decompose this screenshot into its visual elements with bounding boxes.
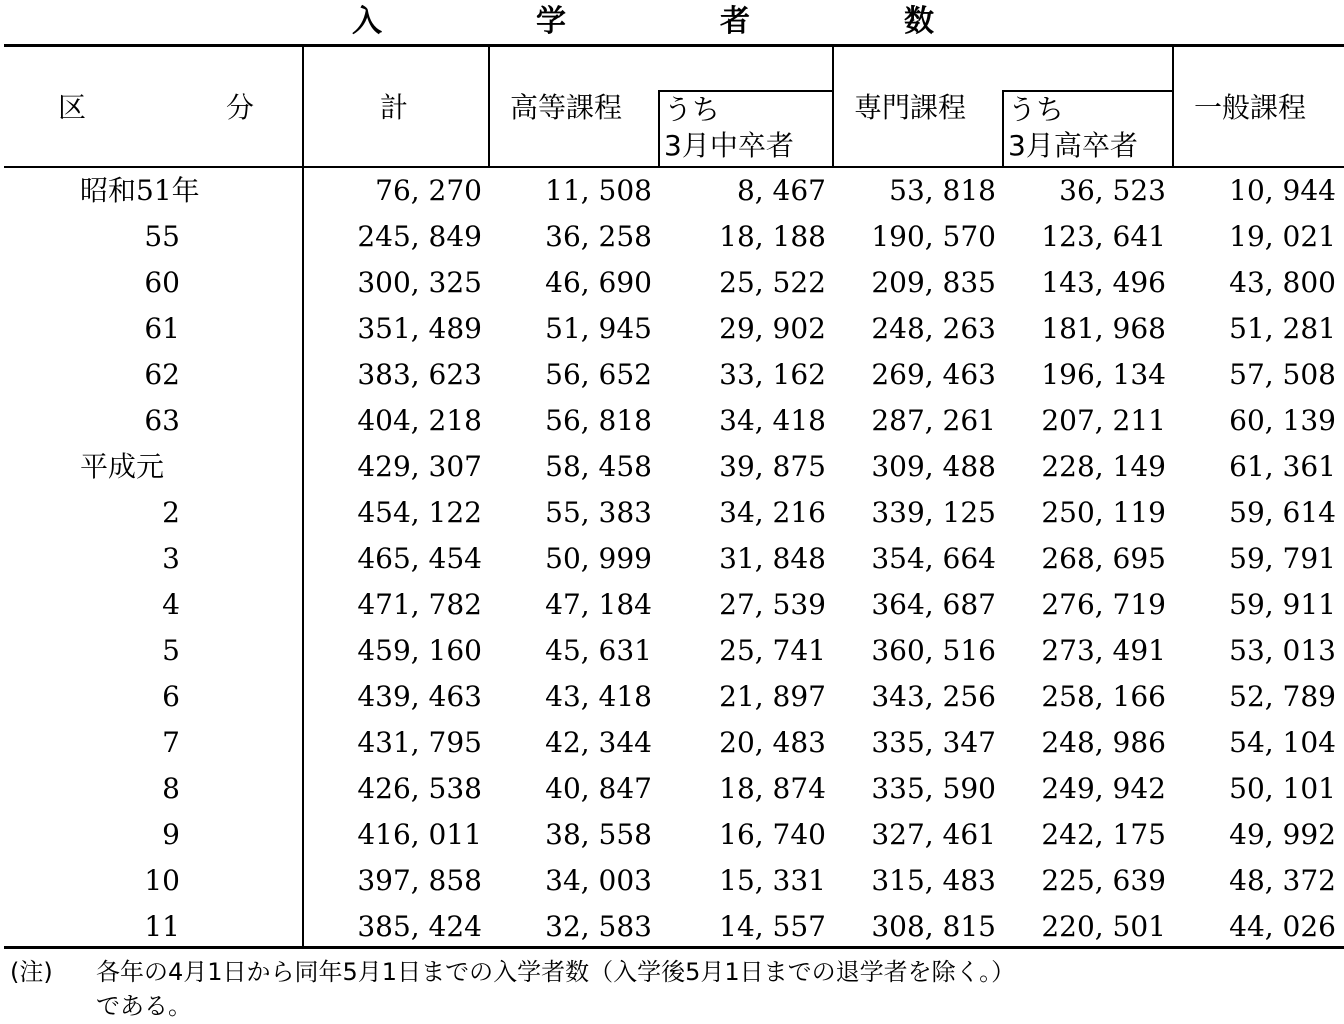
cell-year: 昭和51年 bbox=[80, 174, 200, 207]
cell-high-school: 45, 631 bbox=[545, 634, 652, 667]
cell-year: 9 bbox=[162, 818, 180, 851]
table-row bbox=[0, 904, 1344, 950]
table-row bbox=[0, 628, 1344, 674]
cell-total: 426, 538 bbox=[357, 772, 482, 805]
cell-high-school: 46, 690 bbox=[545, 266, 652, 299]
table-row bbox=[0, 260, 1344, 306]
table-row bbox=[0, 766, 1344, 812]
cell-general: 50, 101 bbox=[1229, 772, 1336, 805]
table-row bbox=[0, 858, 1344, 904]
cell-spec-hs-grad: 228, 149 bbox=[1041, 450, 1166, 483]
cell-specialized: 327, 461 bbox=[871, 818, 996, 851]
cell-general: 53, 013 bbox=[1229, 634, 1336, 667]
cell-spec-hs-grad: 273, 491 bbox=[1041, 634, 1166, 667]
cell-general: 10, 944 bbox=[1229, 174, 1336, 207]
cell-general: 52, 789 bbox=[1229, 680, 1336, 713]
cell-year: 6 bbox=[162, 680, 180, 713]
cell-specialized: 309, 488 bbox=[871, 450, 996, 483]
cell-high-school: 42, 344 bbox=[545, 726, 652, 759]
table-row bbox=[0, 168, 1344, 214]
cell-general: 48, 372 bbox=[1229, 864, 1336, 897]
divider-spec bbox=[1172, 44, 1174, 168]
cell-total: 454, 122 bbox=[357, 496, 482, 529]
table-body bbox=[0, 168, 1344, 950]
cell-high-jh-grad: 25, 741 bbox=[719, 634, 826, 667]
cell-specialized: 339, 125 bbox=[871, 496, 996, 529]
spec-sub-box-left bbox=[1002, 90, 1004, 168]
header-category: 区 分 bbox=[58, 91, 255, 124]
cell-high-jh-grad: 27, 539 bbox=[719, 588, 826, 621]
cell-spec-hs-grad: 143, 496 bbox=[1041, 266, 1166, 299]
cell-year: 7 bbox=[162, 726, 180, 759]
cell-general: 57, 508 bbox=[1229, 358, 1336, 391]
cell-total: 300, 325 bbox=[357, 266, 482, 299]
cell-high-jh-grad: 39, 875 bbox=[719, 450, 826, 483]
table-row bbox=[0, 398, 1344, 444]
cell-high-jh-grad: 18, 188 bbox=[719, 220, 826, 253]
cell-specialized: 248, 263 bbox=[871, 312, 996, 345]
cell-total: 465, 454 bbox=[357, 542, 482, 575]
cell-specialized: 209, 835 bbox=[871, 266, 996, 299]
cell-high-school: 36, 258 bbox=[545, 220, 652, 253]
cell-spec-hs-grad: 220, 501 bbox=[1041, 910, 1166, 943]
cell-total: 471, 782 bbox=[357, 588, 482, 621]
table-row bbox=[0, 306, 1344, 352]
cell-specialized: 335, 347 bbox=[871, 726, 996, 759]
cell-specialized: 315, 483 bbox=[871, 864, 996, 897]
cell-specialized: 269, 463 bbox=[871, 358, 996, 391]
cell-specialized: 287, 261 bbox=[871, 404, 996, 437]
cell-year: 61 bbox=[144, 312, 180, 345]
footnote-line1: 各年の4月1日から同年5月1日までの入学者数（入学後5月1日までの退学者を除く。） bbox=[96, 958, 1016, 986]
cell-specialized: 360, 516 bbox=[871, 634, 996, 667]
cell-high-school: 32, 583 bbox=[545, 910, 652, 943]
cell-total: 245, 849 bbox=[357, 220, 482, 253]
cell-spec-hs-grad: 36, 523 bbox=[1059, 174, 1166, 207]
cell-year: 5 bbox=[162, 634, 180, 667]
cell-specialized: 190, 570 bbox=[871, 220, 996, 253]
cell-general: 54, 104 bbox=[1229, 726, 1336, 759]
header-specialized: 専門課程 bbox=[854, 91, 967, 124]
table-row bbox=[0, 582, 1344, 628]
cell-high-school: 51, 945 bbox=[545, 312, 652, 345]
cell-total: 385, 424 bbox=[357, 910, 482, 943]
cell-specialized: 53, 818 bbox=[889, 174, 996, 207]
cell-high-school: 11, 508 bbox=[545, 174, 652, 207]
cell-spec-hs-grad: 207, 211 bbox=[1041, 404, 1166, 437]
cell-year: 10 bbox=[144, 864, 180, 897]
cell-year: 3 bbox=[162, 542, 180, 575]
cell-total: 397, 858 bbox=[357, 864, 482, 897]
cell-high-school: 56, 652 bbox=[545, 358, 652, 391]
cell-total: 416, 011 bbox=[357, 818, 482, 851]
cell-spec-hs-grad: 249, 942 bbox=[1041, 772, 1166, 805]
cell-specialized: 364, 687 bbox=[871, 588, 996, 621]
header-general: 一般課程 bbox=[1194, 91, 1307, 124]
cell-spec-hs-grad: 225, 639 bbox=[1041, 864, 1166, 897]
top-rule bbox=[4, 44, 1344, 47]
cell-general: 59, 614 bbox=[1229, 496, 1336, 529]
cell-high-jh-grad: 14, 557 bbox=[719, 910, 826, 943]
cell-year: 62 bbox=[144, 358, 180, 391]
table-row bbox=[0, 720, 1344, 766]
cell-high-jh-grad: 25, 522 bbox=[719, 266, 826, 299]
cell-total: 351, 489 bbox=[357, 312, 482, 345]
cell-spec-hs-grad: 242, 175 bbox=[1041, 818, 1166, 851]
header-high-sub-line2: 3月中卒者 bbox=[664, 129, 794, 162]
cell-high-jh-grad: 16, 740 bbox=[719, 818, 826, 851]
cell-high-jh-grad: 18, 874 bbox=[719, 772, 826, 805]
cell-high-jh-grad: 29, 902 bbox=[719, 312, 826, 345]
table-row bbox=[0, 214, 1344, 260]
cell-high-school: 58, 458 bbox=[545, 450, 652, 483]
high-sub-box-left bbox=[658, 90, 660, 168]
cell-spec-hs-grad: 248, 986 bbox=[1041, 726, 1166, 759]
cell-specialized: 335, 590 bbox=[871, 772, 996, 805]
cell-general: 59, 911 bbox=[1229, 588, 1336, 621]
cell-high-school: 50, 999 bbox=[545, 542, 652, 575]
cell-high-school: 34, 003 bbox=[545, 864, 652, 897]
cell-general: 19, 021 bbox=[1229, 220, 1336, 253]
cell-general: 44, 026 bbox=[1229, 910, 1336, 943]
cell-year: 平成元 bbox=[80, 450, 165, 483]
divider-total bbox=[488, 44, 490, 168]
cell-specialized: 354, 664 bbox=[871, 542, 996, 575]
footnote-line2: である。 bbox=[96, 992, 192, 1020]
cell-general: 61, 361 bbox=[1229, 450, 1336, 483]
cell-high-jh-grad: 34, 216 bbox=[719, 496, 826, 529]
cell-general: 43, 800 bbox=[1229, 266, 1336, 299]
header-spec-sub-line1: うち bbox=[1008, 93, 1065, 126]
header-spec-sub-line2: 3月高卒者 bbox=[1008, 129, 1138, 162]
header-high-school: 高等課程 bbox=[510, 91, 623, 124]
cell-general: 51, 281 bbox=[1229, 312, 1336, 345]
cell-total: 459, 160 bbox=[357, 634, 482, 667]
cell-general: 59, 791 bbox=[1229, 542, 1336, 575]
cell-spec-hs-grad: 196, 134 bbox=[1041, 358, 1166, 391]
cell-spec-hs-grad: 181, 968 bbox=[1041, 312, 1166, 345]
cell-high-jh-grad: 31, 848 bbox=[719, 542, 826, 575]
cell-high-school: 55, 383 bbox=[545, 496, 652, 529]
table-row bbox=[0, 352, 1344, 398]
cell-general: 60, 139 bbox=[1229, 404, 1336, 437]
divider-high bbox=[832, 44, 834, 168]
cell-total: 439, 463 bbox=[357, 680, 482, 713]
cell-spec-hs-grad: 276, 719 bbox=[1041, 588, 1166, 621]
table-row bbox=[0, 812, 1344, 858]
table-row bbox=[0, 490, 1344, 536]
cell-general: 49, 992 bbox=[1229, 818, 1336, 851]
cell-high-school: 43, 418 bbox=[545, 680, 652, 713]
cell-year: 60 bbox=[144, 266, 180, 299]
cell-total: 383, 623 bbox=[357, 358, 482, 391]
cell-high-jh-grad: 33, 162 bbox=[719, 358, 826, 391]
table-row bbox=[0, 674, 1344, 720]
cell-year: 8 bbox=[162, 772, 180, 805]
cell-total: 431, 795 bbox=[357, 726, 482, 759]
cell-high-school: 40, 847 bbox=[545, 772, 652, 805]
cell-year: 4 bbox=[162, 588, 180, 621]
footnote-label: (注) bbox=[10, 958, 53, 986]
header-total: 計 bbox=[380, 91, 409, 124]
cell-total: 76, 270 bbox=[375, 174, 482, 207]
cell-specialized: 343, 256 bbox=[871, 680, 996, 713]
cell-high-jh-grad: 21, 897 bbox=[719, 680, 826, 713]
cell-year: 11 bbox=[144, 910, 180, 943]
cell-high-jh-grad: 34, 418 bbox=[719, 404, 826, 437]
cell-year: 55 bbox=[144, 220, 180, 253]
header-high-sub-line1: うち bbox=[664, 93, 721, 126]
cell-high-jh-grad: 20, 483 bbox=[719, 726, 826, 759]
cell-spec-hs-grad: 258, 166 bbox=[1041, 680, 1166, 713]
cell-total: 429, 307 bbox=[357, 450, 482, 483]
cell-high-school: 38, 558 bbox=[545, 818, 652, 851]
table-row bbox=[0, 444, 1344, 490]
cell-year: 2 bbox=[162, 496, 180, 529]
cell-year: 63 bbox=[144, 404, 180, 437]
cell-spec-hs-grad: 268, 695 bbox=[1041, 542, 1166, 575]
cell-high-jh-grad: 15, 331 bbox=[719, 864, 826, 897]
table-row bbox=[0, 536, 1344, 582]
table-title: 入 学 者 数 bbox=[352, 4, 996, 39]
cell-specialized: 308, 815 bbox=[871, 910, 996, 943]
cell-high-jh-grad: 8, 467 bbox=[736, 174, 826, 207]
cell-spec-hs-grad: 123, 641 bbox=[1041, 220, 1166, 253]
cell-spec-hs-grad: 250, 119 bbox=[1041, 496, 1166, 529]
cell-high-school: 56, 818 bbox=[545, 404, 652, 437]
cell-total: 404, 218 bbox=[357, 404, 482, 437]
cell-high-school: 47, 184 bbox=[545, 588, 652, 621]
